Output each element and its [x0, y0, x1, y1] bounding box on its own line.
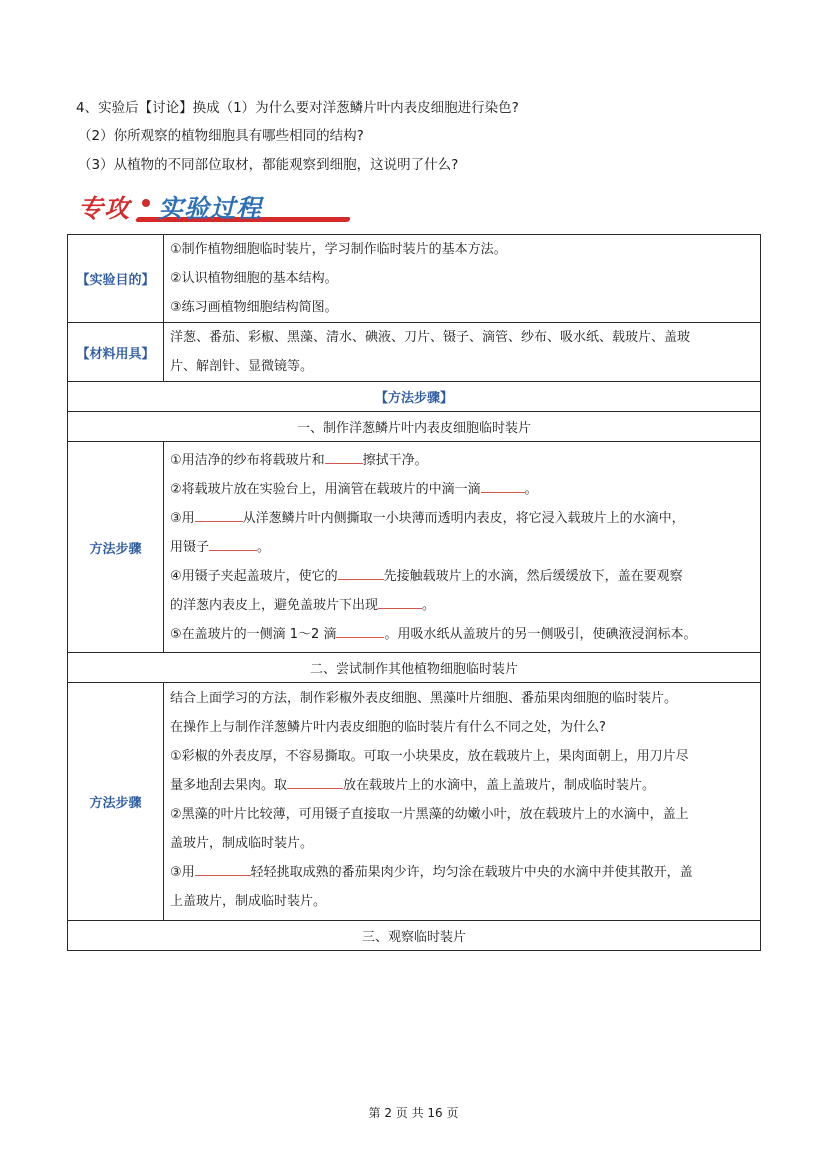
method-title-row — [68, 382, 761, 412]
blank-4[interactable] — [209, 538, 257, 551]
step-4: ④用镊子夹起盖玻片，使它的 先接触载玻片上的水滴，然后缓缓放下，盖在要观察 — [170, 569, 683, 584]
blank-1[interactable] — [325, 451, 363, 464]
method-title: 【方法步骤】 — [68, 382, 761, 412]
section3-title-row — [68, 921, 761, 951]
section2-content — [164, 683, 761, 921]
step-2: ②将载玻片放在实验台上，用滴管在载玻片的中滴一滴 。 — [170, 482, 538, 497]
page-footer: 第 2 页 共 16 页 — [368, 1106, 459, 1120]
experiment-table — [67, 234, 761, 951]
banner-label-zhuangong: 专攻 — [78, 194, 131, 223]
purpose-line-1: ①制作植物细胞临时装片，学习制作临时装片的基本方法。 — [170, 242, 507, 257]
section2-a2: 量多地刮去果肉。取 放在载玻片上的水滴中，盖上盖玻片，制成临时装片。 — [170, 778, 656, 793]
section1-row — [68, 442, 761, 653]
section2-title: 二、尝试制作其他植物细胞临时装片 — [68, 653, 761, 683]
step-1: ①用洁净的纱布将载玻片和 擦拭干净。 — [170, 453, 428, 468]
question-4: 4、实验后【讨论】换成（1）为什么要对洋葱鳞片叶内表皮细胞进行染色? — [76, 100, 519, 116]
question-4-3: （3）从植物的不同部位取材，都能观察到细胞，这说明了什么? — [78, 157, 459, 173]
question-4-2: （2）你所观察的植物细胞具有哪些相同的结构? — [78, 128, 364, 144]
section2-header: 方法步骤 — [68, 683, 164, 921]
step-5: ⑤在盖玻片的一侧滴 1～2 滴 。用吸水纸从盖玻片的另一侧吸引，使碘液浸润标本。 — [170, 627, 697, 642]
blank-3[interactable] — [195, 509, 243, 522]
section-banner — [76, 189, 276, 223]
section1-title-row — [68, 412, 761, 442]
section2-b2: 盖玻片，制成临时装片。 — [170, 836, 314, 851]
section2-c2: 上盖玻片，制成临时装片。 — [170, 894, 327, 909]
section2-intro-2: 在操作上与制作洋葱鳞片叶内表皮细胞的临时装片有什么不同之处，为什么? — [170, 720, 606, 735]
purpose-header: 【实验目的】 — [68, 235, 164, 323]
blank-8[interactable] — [287, 776, 343, 789]
materials-row — [68, 323, 761, 382]
blank-9[interactable] — [195, 863, 251, 876]
section1-content — [164, 442, 761, 653]
blank-7[interactable] — [336, 625, 384, 638]
purpose-content — [164, 235, 761, 323]
section2-b1: ②黑藻的叶片比较薄，可用镊子直接取一片黑藻的幼嫩小叶，放在载玻片上的水滴中，盖上 — [170, 807, 689, 822]
step-4-cont: 的洋葱内表皮上，避免盖玻片下出现 。 — [170, 598, 436, 613]
banner-label-process: 实验过程 — [158, 194, 263, 223]
blank-6[interactable] — [378, 596, 422, 609]
purpose-line-2: ②认识植物细胞的基本结构。 — [170, 271, 338, 286]
section2-intro-1: 结合上面学习的方法，制作彩椒外表皮细胞、黑藻叶片细胞、番茄果肉细胞的临时装片。 — [170, 691, 678, 706]
materials-line-1: 洋葱、番茄、彩椒、黑藻、清水、碘液、刀片、镊子、滴管、纱布、吸水纸、载玻片、盖玻 — [170, 330, 691, 345]
section3-title: 三、观察临时装片 — [68, 921, 761, 951]
blank-2[interactable] — [481, 480, 525, 493]
section1-title: 一、制作洋葱鳞片叶内表皮细胞临时装片 — [68, 412, 761, 442]
step-3-cont: 用镊子 。 — [170, 540, 271, 555]
materials-content — [164, 323, 761, 382]
section1-header: 方法步骤 — [68, 442, 164, 653]
materials-line-2: 片、解剖针、显微镜等。 — [170, 359, 314, 374]
section2-c1: ③用 轻轻挑取成熟的番茄果肉少许，均匀涂在载玻片中央的水滴中并使其散开，盖 — [170, 865, 693, 880]
section2-title-row — [68, 653, 761, 683]
materials-header: 【材料用具】 — [68, 323, 164, 382]
purpose-line-3: ③练习画植物细胞结构简图。 — [170, 300, 338, 315]
step-3: ③用 从洋葱鳞片叶内侧撕取一小块薄而透明内表皮，将它浸入载玻片上的水滴中， — [170, 511, 685, 526]
section2-row — [68, 683, 761, 921]
banner-dot — [142, 199, 150, 207]
purpose-row — [68, 235, 761, 323]
blank-5[interactable] — [338, 567, 384, 580]
section2-a1: ①彩椒的外表皮厚，不容易撕取。可取一小块果皮，放在载玻片上，果肉面朝上，用刀片尽 — [170, 749, 689, 764]
